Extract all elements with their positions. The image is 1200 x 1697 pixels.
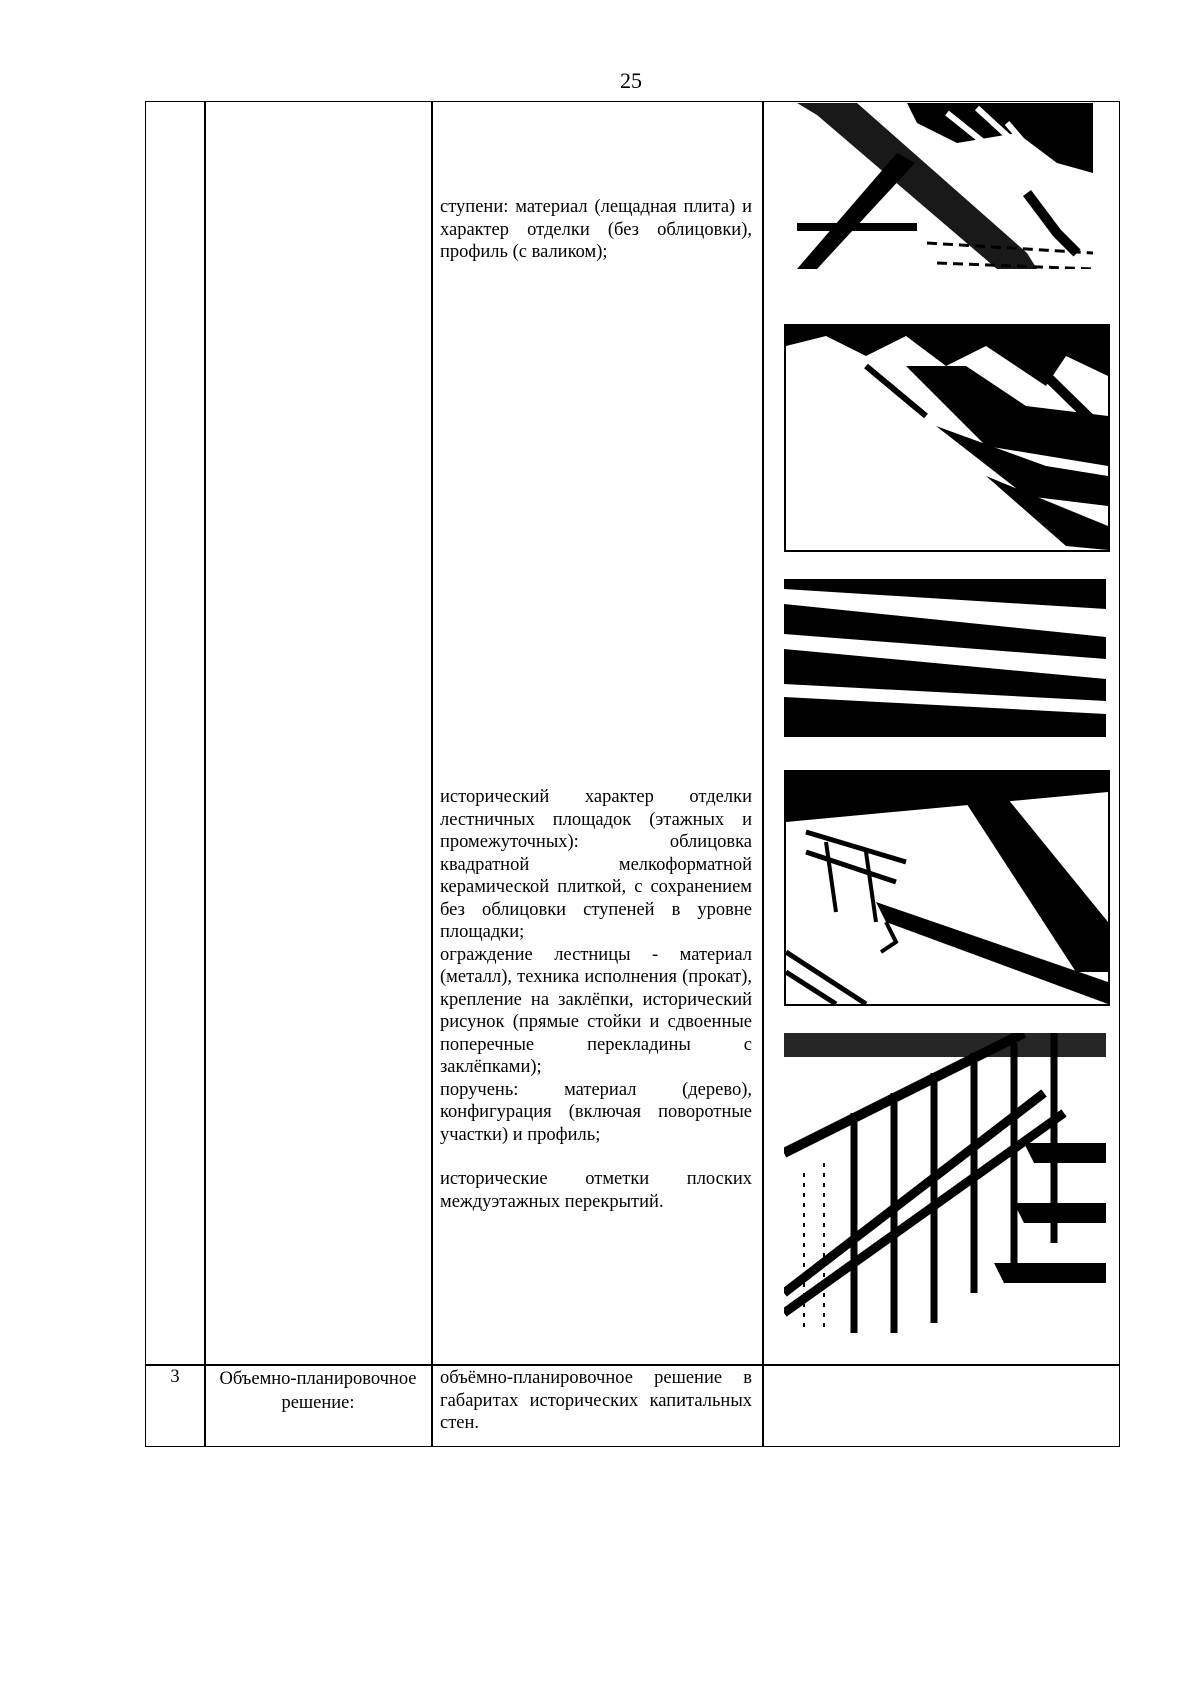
- row-divider: [145, 1364, 1120, 1366]
- steps-entry: ступени: материал (лещадная плита) и характер отделки (без облицовки), профиль (с валиком);: [440, 197, 752, 262]
- floor-levels-entry: исторические отметки плоских междуэтажных перекрытий.: [440, 1169, 752, 1212]
- page-number: 25: [620, 68, 642, 93]
- row-3-name: Объемно-планировочное решение:: [219, 1369, 417, 1413]
- stair-steps-photo: [797, 103, 1093, 269]
- stair-landing-photo: [784, 324, 1110, 552]
- column-divider: [762, 101, 764, 1447]
- railing-entry: ограждение лестницы - материал (металл), техника исполнения (прокат), крепление на заклёпки, исторический рисунок (прямые стойки и сдвоенные поперечные перекладины с заклёпками);: [440, 944, 752, 1077]
- column-divider: [431, 101, 433, 1447]
- column-divider: [204, 101, 206, 1447]
- landing-and-railing-text: [440, 786, 752, 1213]
- row-3-description: объёмно-планировочное решение в габаритах исторических капитальных стен.: [440, 1368, 752, 1433]
- stair-treads-photo: [784, 579, 1106, 737]
- landing-finish-entry: исторический характер отделки лестничных площадок (этажных и промежуточных): облицовка квадратной мелкоформатной керамической плиткой, с сохранением без облицовки ступеней в уровне площадки;: [440, 787, 752, 942]
- row-3-number: 3: [170, 1367, 180, 1387]
- landing-tile-photo: [784, 770, 1110, 1006]
- handrail-entry: поручень: материал (дерево), конфигурация (включая поворотные участки) и профиль;: [440, 1079, 752, 1145]
- stair-steps-text: [440, 196, 752, 264]
- stair-railing-photo: [784, 1033, 1106, 1333]
